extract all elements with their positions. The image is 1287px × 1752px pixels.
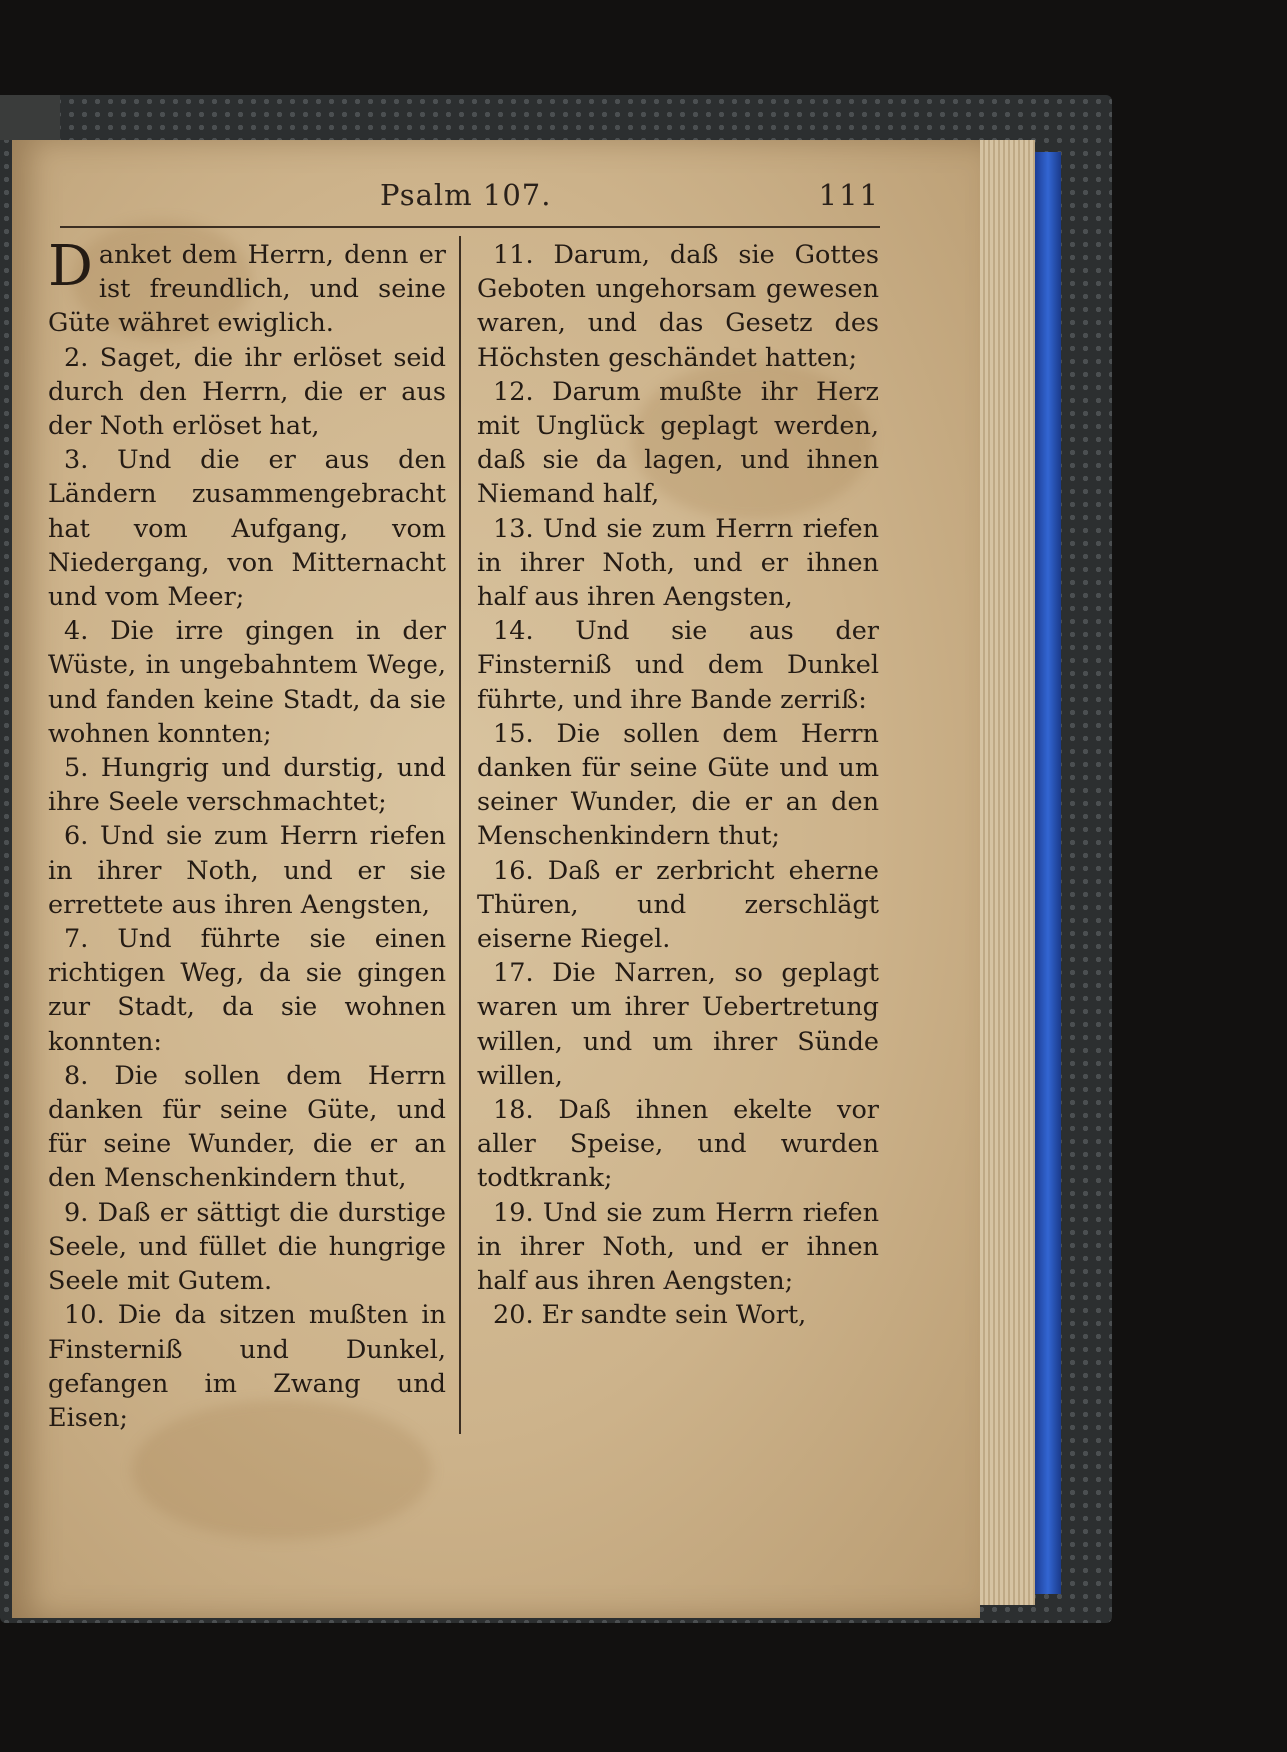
page-edges [975, 140, 1035, 1605]
running-head: Psalm 107. [380, 178, 552, 212]
verse: 16. Daß er zerbricht eherne Thüren, und zerschlägt eiserne Riegel. [477, 855, 879, 955]
verse: 14. Und sie aus der Finsterniß und dem Dunkel führte, und ihre Bande zerriß: [477, 616, 879, 715]
book-spine [0, 95, 60, 140]
verse: 2. Saget, die ihr erlöset seid durch den Herrn, die er aus der Noth erlöset hat, [48, 342, 446, 442]
verse: 12. Darum mußte ihr Herz mit Unglück geplagt werden, daß sie da lagen, und ihnen Niemand half, [477, 376, 879, 510]
verse: 19. Und sie zum Herrn riefen in ihrer Noth, und er ihnen half aus ihren Aengsten; [477, 1197, 879, 1297]
verse [48, 234, 446, 341]
verse: 6. Und sie zum Herrn riefen in ihrer Noth, und er sie errettete aus ihren Aengsten, [48, 821, 446, 920]
verse-text: anket dem Herrn, denn er ist freundlich, und seine Güte währet ewiglich. [48, 240, 446, 339]
verse: 11. Darum, daß sie Gottes Geboten ungehorsam gewesen waren, und das Gesetz des Höchsten geschändet hatten; [477, 240, 879, 373]
drop-cap: D [48, 234, 93, 299]
verse: 4. Die irre gingen in der Wüste, in ungebahntem Wege, und fanden keine Stadt, da sie wohnen konnten; [48, 616, 446, 749]
verse: 15. Die sollen dem Herrn danken für seine Güte und um seiner Wunder, die er an den Menschenkindern thut; [477, 718, 879, 852]
left-column [48, 234, 446, 1435]
page-header [60, 178, 880, 216]
verse: 20. Er sandte sein Wort, [493, 1300, 807, 1331]
verse: 10. Die da sitzen mußten in Finsterniß und Dunkel, gefangen im Zwang und Eisen; [48, 1300, 446, 1433]
verse: 3. Und die er aus den Ländern zusammengebracht hat vom Aufgang, vom Niedergang, von Mitternacht und vom Meer; [48, 445, 446, 613]
verse: 9. Daß er sättigt die durstige Seele, und füllet die hungrige Seele mit Gutem. [48, 1197, 446, 1297]
page-number: 111 [818, 178, 880, 212]
verse: 7. Und führte sie einen richtigen Weg, da sie gingen zur Stadt, da sie wohnen konnten: [48, 924, 446, 1057]
verse: 17. Die Narren, so geplagt waren um ihrer Uebertretung willen, und um ihrer Sünde willen, [477, 958, 879, 1091]
verse: 5. Hungrig und durstig, und ihre Seele verschmachtet; [48, 753, 446, 818]
verse: 18. Daß ihnen ekelte vor aller Speise, und wurden todtkrank; [477, 1095, 879, 1194]
verse: 13. Und sie zum Herrn riefen in ihrer Noth, und er ihnen half aus ihren Aengsten, [477, 513, 879, 613]
blue-page-edge [1035, 152, 1061, 1594]
column-divider [459, 236, 461, 1434]
header-rule [60, 226, 880, 228]
verse: 8. Die sollen dem Herrn danken für seine Güte, und für seine Wunder, die er an den Menschenkindern thut, [48, 1060, 446, 1194]
right-column [477, 238, 879, 1333]
